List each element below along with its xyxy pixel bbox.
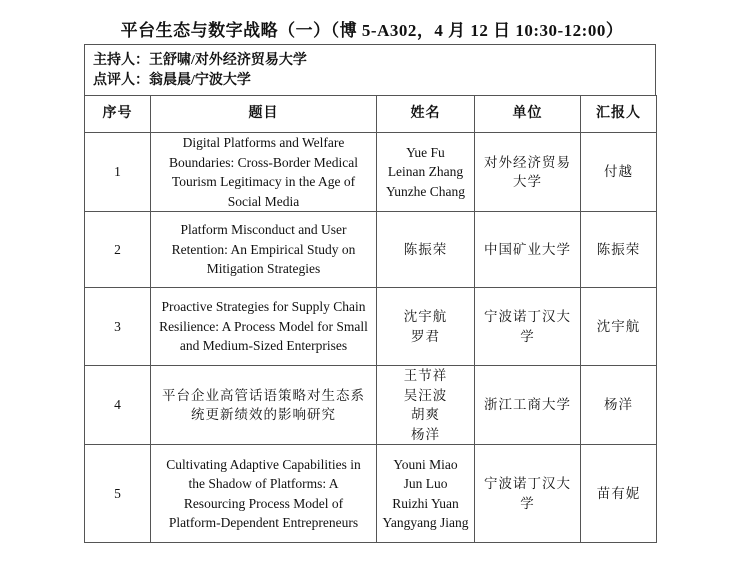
author-name: Yunzhe Chang (385, 183, 466, 199)
author-name: Leinan Zhang (387, 164, 464, 180)
author-name: Youni Miao (393, 456, 458, 472)
header-presenter: 汇报人 (581, 96, 657, 133)
author-name: 杨洋 (411, 426, 440, 442)
author-name: Ruizhi Yuan (392, 495, 459, 511)
row-topic: Platform Misconduct and User Retention: An Empirical Study on Mitigation Strategies (151, 212, 377, 288)
row-unit: 中国矿业大学 (475, 212, 581, 288)
author-name: 胡爽 (411, 407, 440, 422)
session-sheet (84, 44, 656, 543)
table-row (85, 133, 657, 212)
table-row (85, 212, 657, 288)
author-name: 王节祥 (403, 368, 448, 383)
row-topic: Cultivating Adaptive Capabilities in the Shadow of Platforms: A Resourcing Process Model of Platform-Dependent Entrepreneurs (151, 445, 377, 543)
header-unit: 单位 (475, 96, 581, 133)
row-authors (377, 445, 475, 543)
reviewer-line: 点评人：翁晨晨/宁波大学 (93, 73, 251, 88)
row-unit: 对外经济贸易大学 (475, 133, 581, 212)
row-no: 4 (85, 366, 151, 445)
row-presenter: 苗有妮 (581, 445, 657, 543)
header-no: 序号 (85, 96, 151, 133)
session-title: 平台生态与数字战略（一）（博 5-A302，4 月 12 日 10:30-12:00） (120, 21, 624, 40)
author-name: Yangyang Jiang (382, 515, 469, 530)
author-name: 吴汪波 (403, 387, 448, 403)
row-no: 5 (85, 445, 151, 543)
author-name: Jun Luo (403, 476, 448, 491)
row-authors (377, 133, 475, 212)
row-topic: Digital Platforms and Welfare Boundaries: Cross-Border Medical Tourism Legitimacy in the Age of Social Media (151, 133, 377, 212)
header-topic: 题目 (151, 96, 377, 133)
row-unit: 宁波诺丁汉大学 (475, 288, 581, 366)
row-no: 3 (85, 288, 151, 366)
row-no: 2 (85, 212, 151, 288)
author-name: 罗君 (411, 328, 440, 344)
table-row (85, 288, 657, 366)
header-authors: 姓名 (377, 96, 475, 133)
host-line: 主持人：王舒啸/对外经济贸易大学 (93, 53, 307, 68)
author-name: Yue Fu (406, 144, 445, 160)
row-presenter: 陈振荣 (581, 212, 657, 288)
row-topic: 平台企业高管话语策略对生态系统更新绩效的影响研究 (151, 366, 377, 445)
row-presenter: 付越 (581, 133, 657, 212)
table-header-row (85, 96, 657, 133)
schedule-table (84, 95, 657, 543)
row-topic: Proactive Strategies for Supply Chain Resilience: A Process Model for Small and Medium-Sized Enterprises (151, 288, 377, 366)
row-presenter: 杨洋 (581, 366, 657, 445)
row-presenter: 沈宇航 (581, 288, 657, 366)
row-no: 1 (85, 133, 151, 212)
row-authors (377, 212, 475, 288)
author-name: 沈宇航 (403, 309, 448, 324)
session-hosts (84, 44, 656, 95)
author-name: 陈振荣 (403, 241, 448, 257)
row-authors (377, 366, 475, 445)
row-unit: 浙江工商大学 (475, 366, 581, 445)
row-authors (377, 288, 475, 366)
row-unit: 宁波诺丁汉大学 (475, 445, 581, 543)
table-row (85, 445, 657, 543)
table-row (85, 366, 657, 445)
